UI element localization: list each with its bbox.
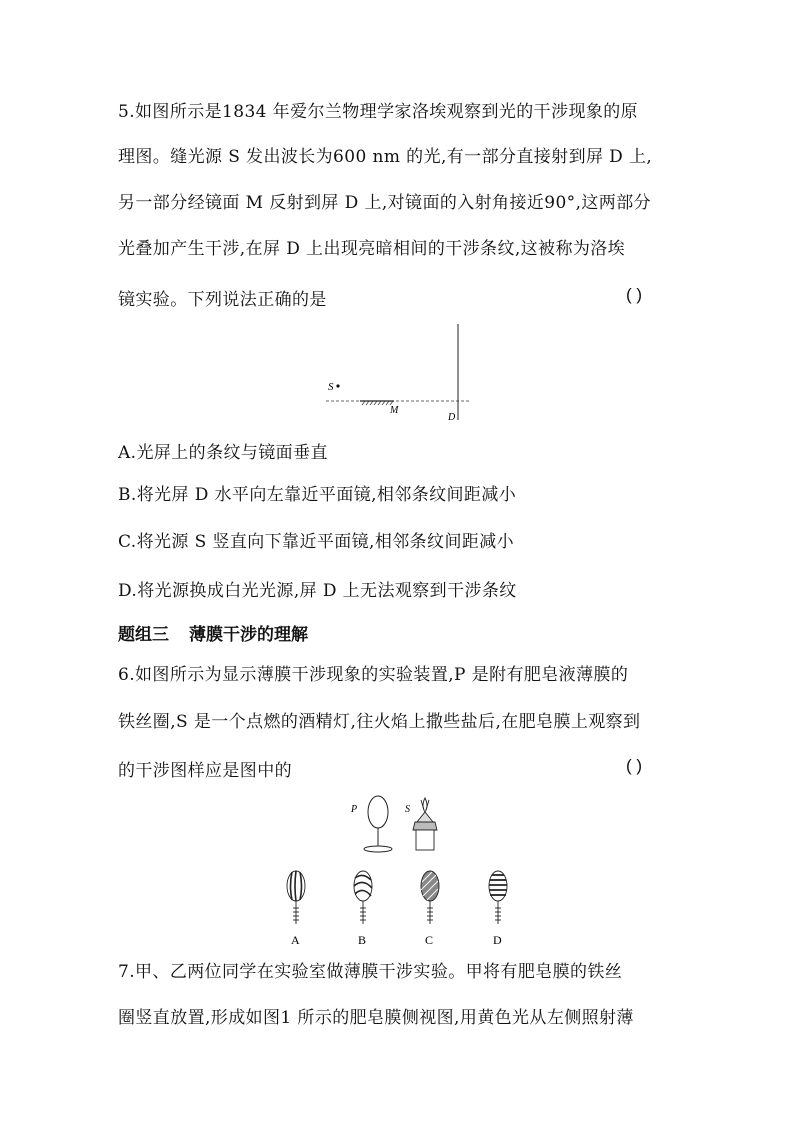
- choice-b-label: B: [358, 933, 367, 947]
- choice-d-label: D: [493, 933, 502, 947]
- choice-c-label: C: [425, 933, 434, 947]
- q5-option-a: A.光屏上的条纹与镜面垂直: [118, 443, 328, 463]
- choice-d-film: [489, 871, 507, 924]
- loop-stand-base: [364, 846, 392, 852]
- interference-choices-figure: [280, 868, 520, 948]
- q6-answer-paren: ( ): [626, 756, 643, 775]
- choice-a-film: [287, 871, 305, 924]
- q5-option-d: D.将光源换成白光光源,屏 D 上无法观察到干涉条纹: [118, 581, 517, 601]
- choice-a-label: A: [291, 933, 300, 947]
- section-heading: [118, 620, 308, 645]
- q7-line-2: 圈竖直放置,形成如图1 所示的肥皂膜侧视图,用黄色光从左侧照射薄: [118, 1008, 634, 1028]
- q6-line-2: 铁丝圈,S 是一个点燃的酒精灯,往火焰上撒些盐后,在肥皂膜上观察到: [118, 712, 641, 732]
- label-m: M: [390, 405, 399, 416]
- label-s-lamp: S: [405, 804, 410, 815]
- q5-option-c: C.将光源 S 竖直向下靠近平面镜,相邻条纹间距减小: [118, 532, 515, 552]
- q6-line-3: 的干涉图样应是图中的: [118, 761, 292, 781]
- wire-loop-p: [368, 796, 388, 828]
- q5-answer-paren: ( ): [626, 285, 643, 304]
- q5-line-1: 5.如图所示是1834 年爱尔兰物理学家洛埃观察到光的干涉现象的原: [118, 102, 639, 122]
- alcohol-lamp-s: [413, 798, 437, 850]
- q5-line-3: 另一部分经镜面 M 反射到屏 D 上,对镜面的入射角接近90°,这两部分: [118, 193, 651, 213]
- q5-option-b: B.将光屏 D 水平向左靠近平面镜,相邻条纹间距减小: [118, 485, 517, 505]
- q5-line-5: 镜实验。下列说法正确的是: [118, 290, 327, 310]
- soap-film-apparatus-figure: [345, 790, 475, 860]
- q5-line-4: 光叠加产生干涉,在屏 D 上出现亮暗相间的干涉条纹,这被称为洛埃: [118, 239, 626, 259]
- q7-line-1: 7.甲、乙两位同学在实验室做薄膜干涉实验。甲将有肥皂膜的铁丝: [118, 962, 623, 982]
- choice-b-film: [354, 871, 372, 924]
- mirror-hatching: [362, 401, 393, 405]
- section-title: 题组三: [118, 625, 169, 645]
- q6-line-1: 6.如图所示为显示薄膜干涉现象的实验装置,P 是附有肥皂液薄膜的: [118, 665, 629, 685]
- source-s-dot: [336, 384, 339, 387]
- label-s: S: [328, 381, 334, 393]
- label-p: P: [351, 804, 358, 815]
- section-subtitle: 薄膜干涉的理解: [189, 625, 308, 645]
- lloyd-mirror-figure: [322, 322, 482, 427]
- q5-line-2: 理图。缝光源 S 发出波长为600 nm 的光,有一部分直接射到屏 D 上,: [118, 147, 653, 167]
- choice-c-film: [421, 871, 439, 924]
- label-d: D: [448, 412, 456, 423]
